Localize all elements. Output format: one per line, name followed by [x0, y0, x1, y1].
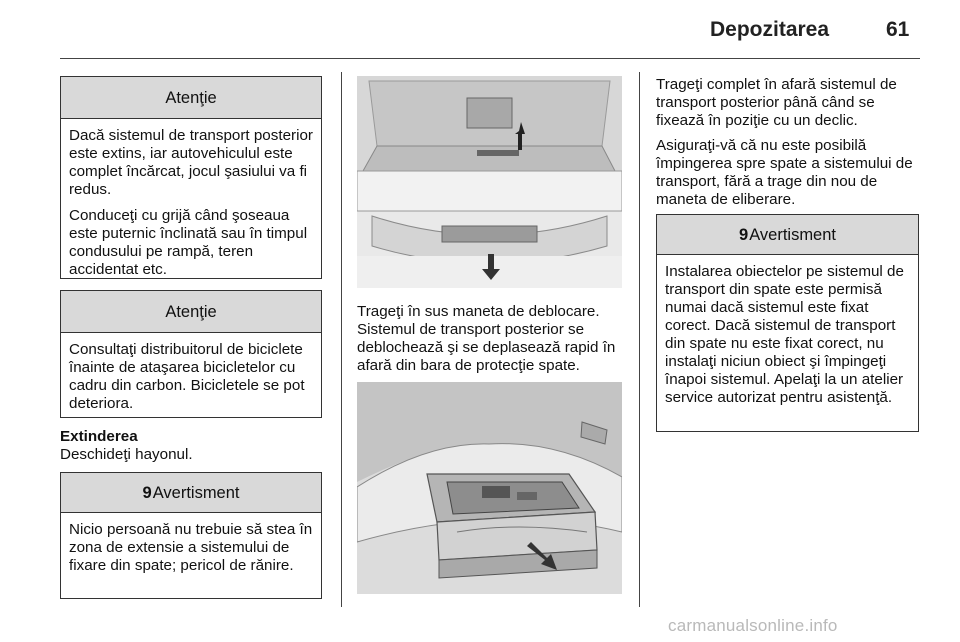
figure-carrier-extended: [357, 382, 622, 594]
section-heading: Extinderea: [60, 428, 138, 445]
header-divider: [60, 58, 920, 59]
instructions-text: [656, 76, 922, 216]
notice-box-2-title: Atenţie: [61, 291, 321, 333]
caption-text: Trageţi în sus maneta de deblocare. Sistemul de transport posterior se deblochează şi se deplasează rapid în afară din bara de protecţie spate.: [357, 303, 616, 374]
section-text: Deschideţi hayonul.: [60, 446, 193, 463]
page-title: Depozitarea: [710, 18, 830, 41]
section-extinderea: [60, 428, 322, 464]
notice-box-2-paragraph: Consultaţi distribuitorul de biciclete înainte de ataşarea bicicletelor cu cadru din carbon. Bicicletele se pot deteriora.: [69, 341, 305, 412]
warning-box-1-title-bar: [61, 473, 321, 513]
notice-box-1-paragraph: Conduceţi cu grijă când şoseaua este puternic înclinată sau în timpul condusului pe rampă, teren accidentat etc.: [69, 207, 308, 278]
warning-box-2-title: Avertisment: [749, 226, 836, 244]
notice-box-2: [60, 290, 322, 418]
warning-box-2-title-bar: [657, 215, 918, 255]
figure-carrier-extended-illustration: [357, 382, 622, 594]
notice-box-1-body: [61, 119, 321, 279]
watermark: carmanualsonline.info: [668, 616, 838, 635]
column-divider-right: [639, 72, 640, 607]
warning-triangle-icon: 9: [739, 226, 749, 244]
warning-box-1-text: Nicio persoană nu trebuie să stea în zona de extensie a sistemului de fixare din spate; pericol de rănire.: [69, 521, 313, 574]
warning-box-2-text: Instalarea obiectelor pe sistemul de transport din spate este permisă numai dacă sistemul este fixat corect. Dacă sistemul de transport din spate nu este fixat corect, nu instalaţi niciun obiect şi împingeţi înapoi sistemul. Apelaţi la un atelier service autorizat pentru asistenţă.: [665, 263, 904, 406]
column-divider-left: [341, 72, 342, 607]
page-number: 61: [886, 18, 910, 41]
instruction-paragraph: Trageţi complet în afară sistemul de transport posterior până când se fixează în poziţie cu un declic.: [656, 76, 897, 129]
warning-box-1-body: [61, 513, 321, 575]
warning-box-1: [60, 472, 322, 599]
instruction-paragraph: Asiguraţi-vă că nu este posibilă împingerea spre spate a sistemului de transport, fără a trage din nou de maneta de eliberare.: [656, 137, 913, 208]
figure-unlock-lever: [357, 76, 622, 288]
warning-box-2: [656, 214, 919, 432]
figure-unlock-lever-illustration: [357, 76, 622, 288]
warning-box-2-body: [657, 255, 918, 407]
warning-box-1-title: Avertisment: [152, 484, 240, 502]
notice-box-2-body: [61, 333, 321, 413]
figure-caption: [357, 303, 627, 382]
notice-box-1-paragraph: Dacă sistemul de transport posterior este extins, iar autovehiculul este complet încărcat, jocul şasiului va fi redus.: [69, 127, 313, 198]
notice-box-1: [60, 76, 322, 279]
notice-box-1-title: Atenţie: [61, 77, 321, 119]
warning-triangle-icon: 9: [142, 484, 152, 502]
